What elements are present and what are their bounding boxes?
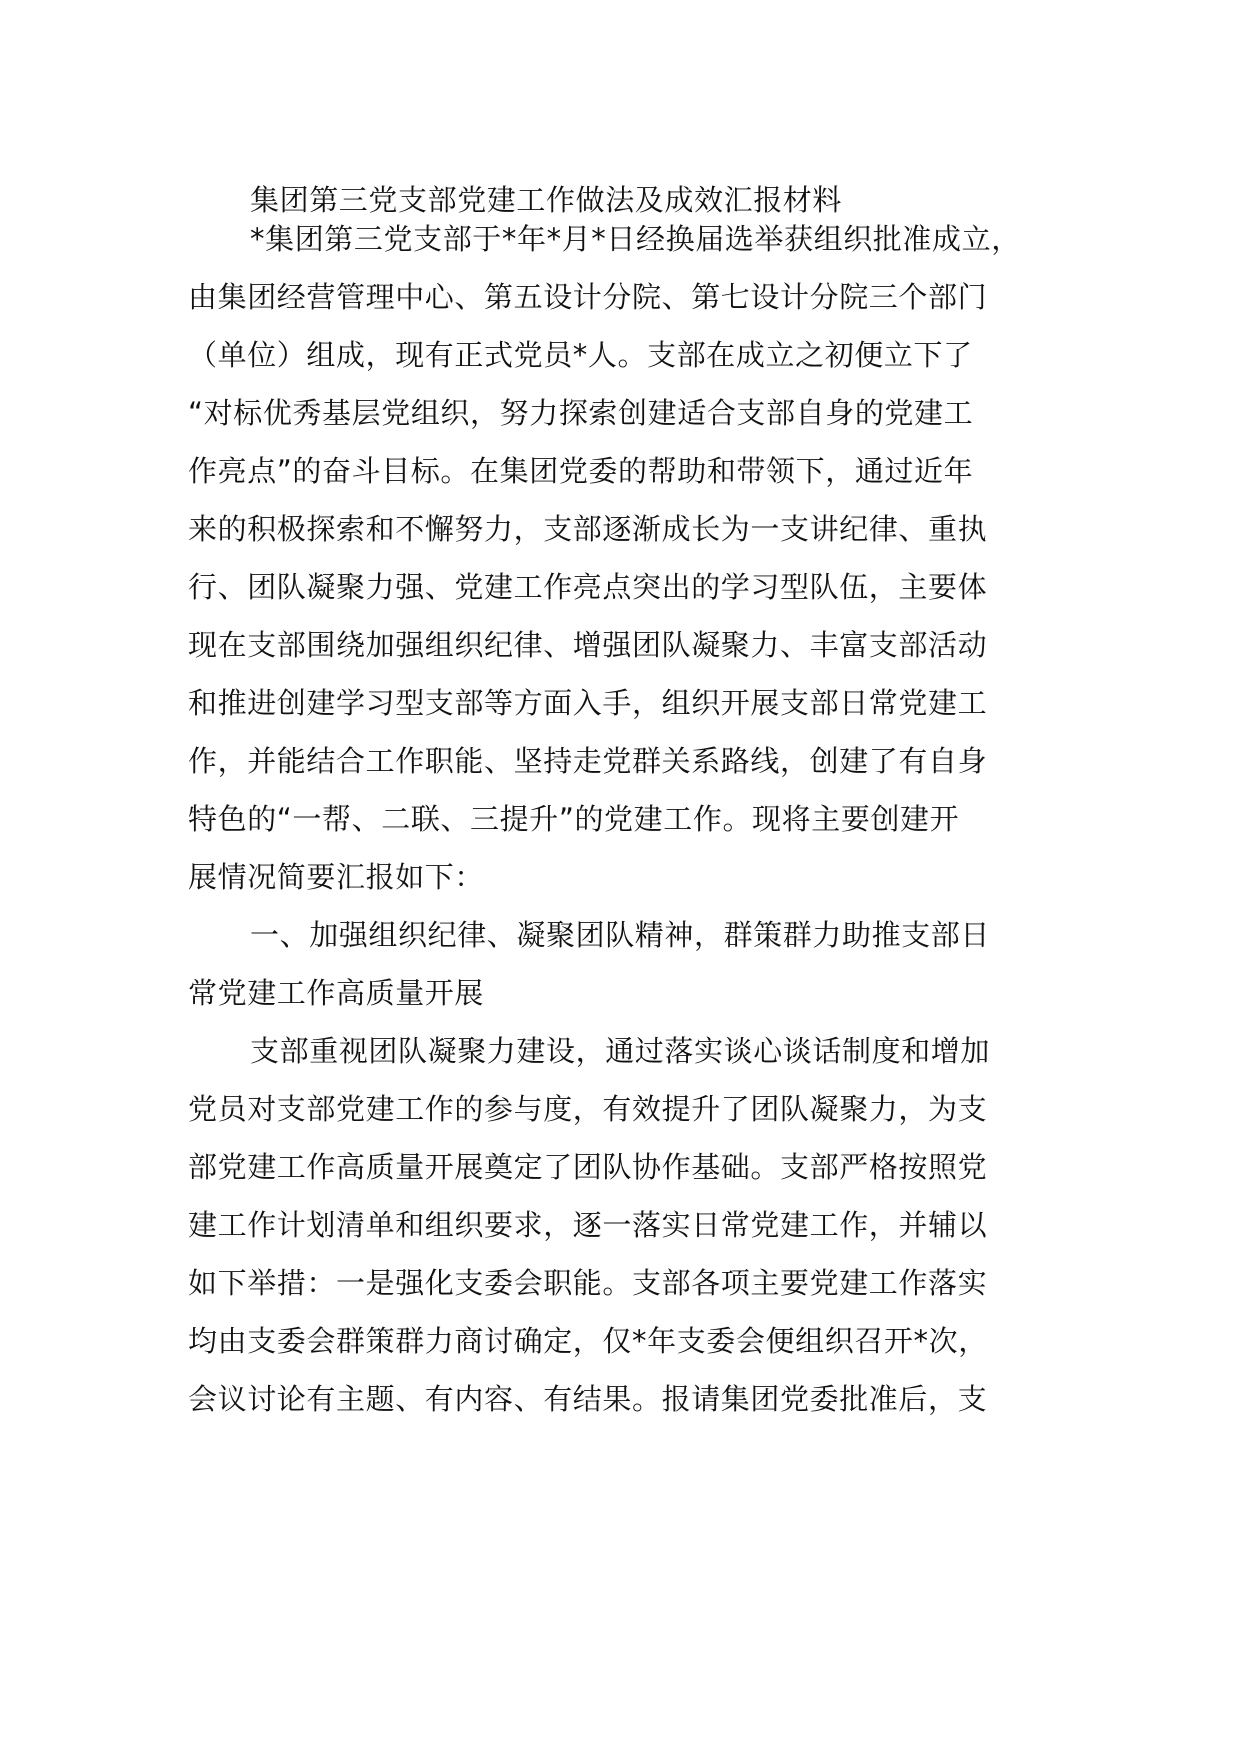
paragraph-line: 现在支部围绕加强组织纪律、增强团队凝聚力、丰富支部活动 <box>188 628 988 662</box>
paragraph-line: 党员对支部党建工作的参与度，有效提升了团队凝聚力，为支 <box>188 1092 988 1126</box>
paragraph-line: “对标优秀基层党组织，努力探索创建适合支部自身的党建工 <box>188 396 974 430</box>
paragraph-line: （单位）组成，现有正式党员*人。支部在成立之初便立下了 <box>188 338 973 372</box>
paragraph-line: 来的积极探索和不懈努力，支部逐渐成长为一支讲纪律、重执 <box>188 512 988 546</box>
paragraph-line: 作亮点”的奋斗目标。在集团党委的帮助和带领下，通过近年 <box>188 454 974 488</box>
paragraph-line: 如下举措：一是强化支委会职能。支部各项主要党建工作落实 <box>188 1266 988 1300</box>
paragraph-line: 行、团队凝聚力强、党建工作亮点突出的学习型队伍，主要体 <box>188 570 988 604</box>
paragraph-line: 均由支委会群策群力商讨确定，仅*年支委会便组织召开*次， <box>188 1324 988 1358</box>
paragraph-line: 由集团经营管理中心、第五设计分院、第七设计分院三个部门 <box>188 280 988 314</box>
paragraph-line: 展情况简要汇报如下： <box>188 860 485 894</box>
paragraph-line: 和推进创建学习型支部等方面入手，组织开展支部日常党建工 <box>188 686 988 720</box>
section-heading-line: 一、加强组织纪律、凝聚团队精神，群策群力助推支部日 <box>250 918 991 952</box>
paragraph-line: *集团第三党支部于*年*月*日经换届选举获组织批准成立， <box>250 222 1021 256</box>
document-title: 集团第三党支部党建工作做法及成效汇报材料 <box>250 183 843 217</box>
paragraph-line: 部党建工作高质量开展奠定了团队协作基础。支部严格按照党 <box>188 1150 988 1184</box>
paragraph-line: 特色的“一帮、二联、三提升”的党建工作。现将主要创建开 <box>188 802 960 836</box>
paragraph-line: 建工作计划清单和组织要求，逐一落实日常党建工作，并辅以 <box>188 1208 988 1242</box>
paragraph-line: 会议讨论有主题、有内容、有结果。报请集团党委批准后，支 <box>188 1382 988 1416</box>
paragraph-line: 作，并能结合工作职能、坚持走党群关系路线，创建了有自身 <box>188 744 988 778</box>
section-heading-line: 常党建工作高质量开展 <box>188 976 485 1010</box>
paragraph-line: 支部重视团队凝聚力建设，通过落实谈心谈话制度和增加 <box>250 1034 991 1068</box>
